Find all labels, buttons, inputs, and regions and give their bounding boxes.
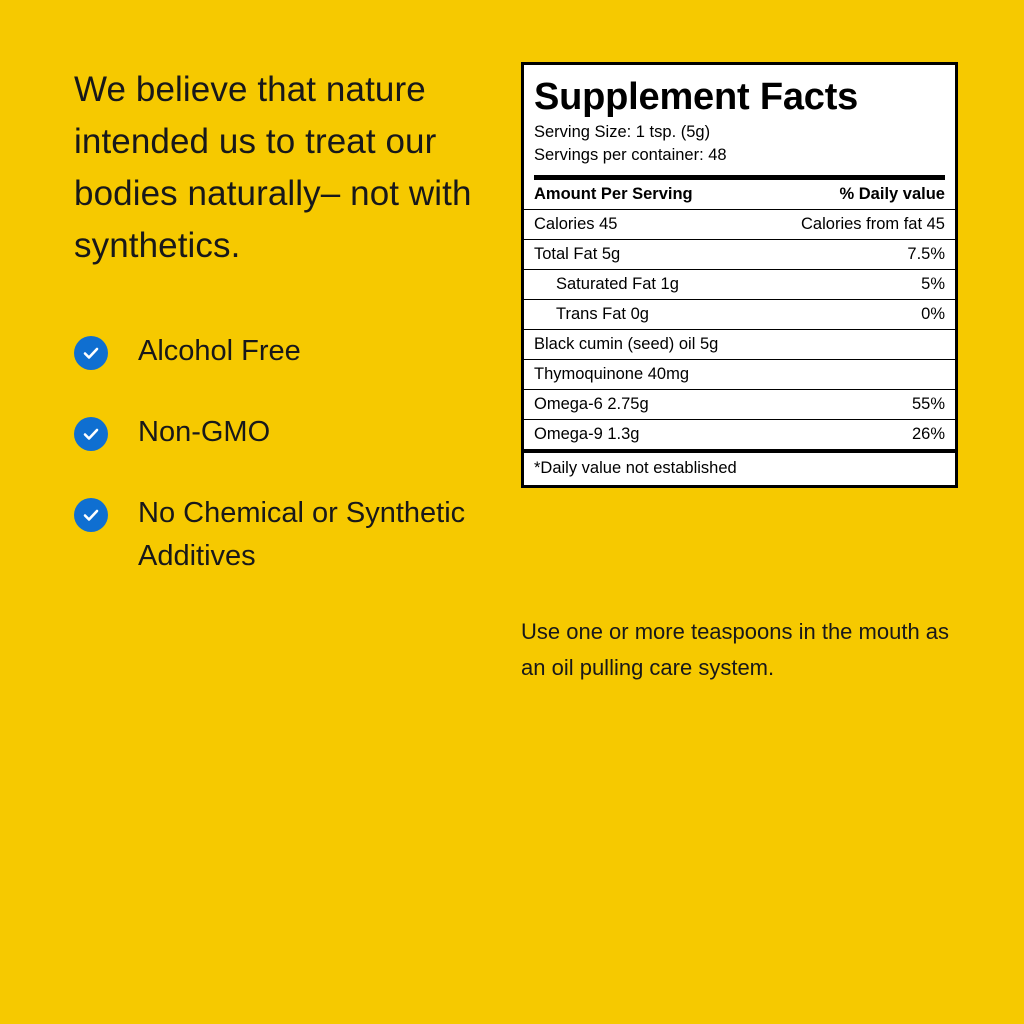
usage-instructions: Use one or more teaspoons in the mouth as an oil pulling care system. — [521, 619, 950, 680]
table-footnote-row — [524, 451, 955, 485]
list-item — [74, 492, 494, 578]
nutrient-name: Black cumin (seed) oil 5g — [524, 330, 763, 360]
benefit-label: Alcohol Free — [138, 335, 301, 367]
nutrient-name: Total Fat 5g — [524, 240, 763, 270]
nutrient-value — [763, 360, 955, 390]
nutrient-value: 5% — [763, 270, 955, 300]
serving-size: Serving Size: 1 tsp. (5g) — [534, 123, 711, 141]
nutrient-name: Trans Fat 0g — [524, 300, 763, 330]
nutrient-name: Omega-9 1.3g — [524, 420, 763, 452]
nutrient-name: Saturated Fat 1g — [524, 270, 763, 300]
table-row — [524, 420, 955, 452]
benefit-label: Non-GMO — [138, 416, 271, 448]
column-header-amount: Amount Per Serving — [524, 180, 763, 210]
servings-per-container: Servings per container: 48 — [534, 146, 727, 164]
table-row — [524, 390, 955, 420]
footnote-text: *Daily value not established — [534, 459, 737, 477]
nutrient-name: Calories 45 — [524, 210, 763, 240]
table-row — [524, 330, 955, 360]
nutrient-value: 7.5% — [763, 240, 955, 270]
nutrient-value: 26% — [763, 420, 955, 452]
column-header-daily-value: % Daily value — [763, 180, 955, 210]
supplement-facts-panel — [521, 62, 958, 488]
benefits-list — [74, 330, 494, 578]
nutrient-name: Thymoquinone 40mg — [524, 360, 763, 390]
nutrient-value — [763, 330, 955, 360]
table-row — [524, 300, 955, 330]
supplement-facts-table — [524, 180, 955, 485]
nutrient-value: 0% — [763, 300, 955, 330]
headline-text: We believe that nature intended us to treat our bodies naturally– not with synthetics. — [74, 70, 472, 265]
list-item — [74, 411, 494, 454]
panel-title: Supplement Facts — [534, 76, 859, 118]
table-row — [524, 240, 955, 270]
table-row — [524, 360, 955, 390]
table-header-row — [524, 180, 955, 210]
nutrient-value: 55% — [763, 390, 955, 420]
check-icon — [74, 417, 108, 451]
table-row — [524, 210, 955, 240]
supplement-facts-head — [524, 65, 955, 180]
left-column — [74, 64, 494, 578]
list-item — [74, 330, 494, 373]
nutrient-name: Omega-6 2.75g — [524, 390, 763, 420]
check-icon — [74, 336, 108, 370]
nutrient-value: Calories from fat 45 — [763, 210, 955, 240]
benefit-label: No Chemical or Synthetic Additives — [138, 497, 466, 572]
table-row — [524, 270, 955, 300]
check-icon — [74, 498, 108, 532]
